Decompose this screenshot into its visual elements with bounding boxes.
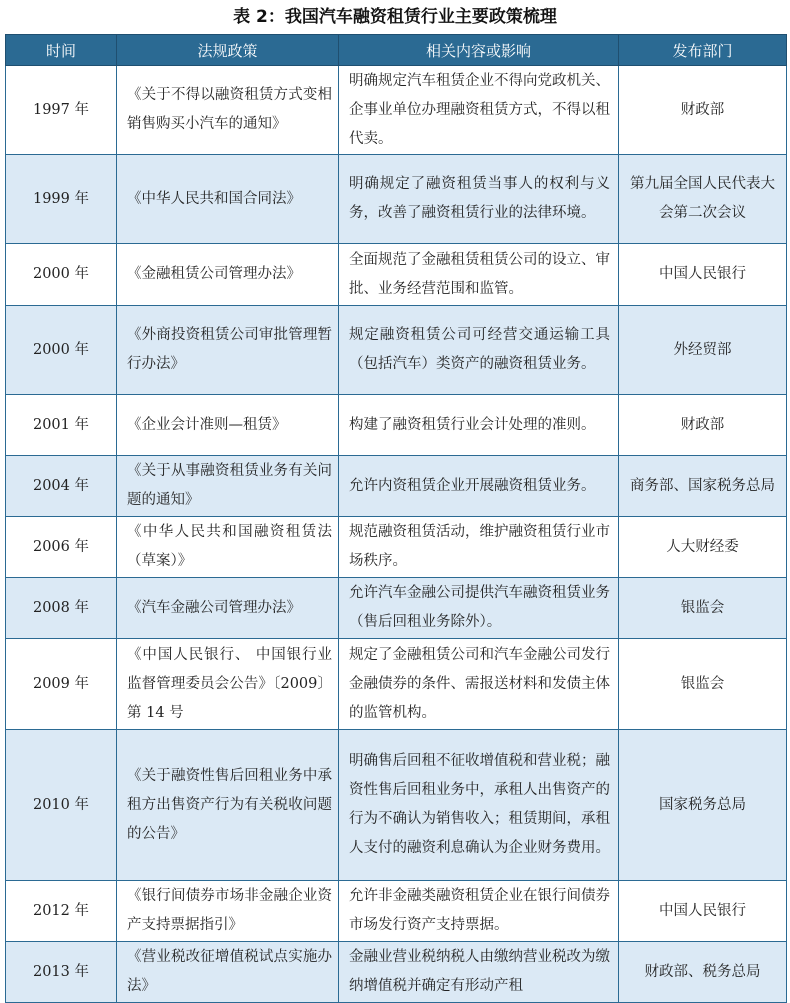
table-row [6,578,787,639]
table-row [6,517,787,578]
table-row [6,244,787,306]
cell-year: 1997 年 [6,66,117,155]
table-row [6,306,787,395]
cell-dept: 商务部、国家税务总局 [619,456,787,517]
header-law: 法规政策 [117,35,339,66]
cell-year: 2012 年 [6,881,117,942]
cell-content: 明确售后回租不征收增值税和营业税；融资性售后回租业务中，承租人出售资产的行为不确认为销售收入；租赁期间，承租人支付的融资利息确认为企业财务费用。 [339,730,619,881]
cell-law: 《中国人民银行、 中国银行业监督管理委员会公告》〔2009〕第 14 号 [117,639,339,730]
cell-dept: 财政部 [619,395,787,456]
cell-dept: 银监会 [619,578,787,639]
cell-content: 全面规范了金融租赁租赁公司的设立、审批、业务经营范围和监管。 [339,244,619,306]
cell-dept: 人大财经委 [619,517,787,578]
table-row [6,942,787,1003]
cell-year: 2009 年 [6,639,117,730]
table-row [6,730,787,881]
cell-content: 允许汽车金融公司提供汽车融资租赁业务（售后回租业务除外）。 [339,578,619,639]
cell-year: 2013 年 [6,942,117,1003]
cell-dept: 财政部 [619,66,787,155]
cell-dept: 第九届全国人民代表大会第二次会议 [619,155,787,244]
cell-law: 《关于不得以融资租赁方式变相销售购买小汽车的通知》 [117,66,339,155]
cell-law: 《关于从事融资租赁业务有关问题的通知》 [117,456,339,517]
cell-dept: 银监会 [619,639,787,730]
cell-content: 允许内资租赁企业开展融资租赁业务。 [339,456,619,517]
cell-content: 构建了融资租赁行业会计处理的准则。 [339,395,619,456]
table-row [6,66,787,155]
cell-year: 2004 年 [6,456,117,517]
cell-content: 明确规定了融资租赁当事人的权利与义务，改善了融资租赁行业的法律环境。 [339,155,619,244]
cell-law: 《营业税改征增值税试点实施办法》 [117,942,339,1003]
cell-dept: 外经贸部 [619,306,787,395]
cell-year: 2000 年 [6,244,117,306]
cell-law: 《外商投资租赁公司审批管理暂行办法》 [117,306,339,395]
table-title: 表 2：我国汽车融资租赁行业主要政策梳理 [233,7,557,27]
table-row [6,155,787,244]
cell-law: 《关于融资性售后回租业务中承租方出售资产行为有关税收问题的公告》 [117,730,339,881]
table-row [6,881,787,942]
policy-table [5,34,787,1003]
cell-content: 允许非金融类融资租赁企业在银行间债券市场发行资产支持票据。 [339,881,619,942]
table-row [6,456,787,517]
cell-year: 2001 年 [6,395,117,456]
table-row [6,395,787,456]
cell-law: 《企业会计准则—租赁》 [117,395,339,456]
cell-content: 规范融资租赁活动，维护融资租赁行业市场秩序。 [339,517,619,578]
header-content: 相关内容或影响 [339,35,619,66]
header-time: 时间 [6,35,117,66]
cell-dept: 中国人民银行 [619,244,787,306]
header-dept: 发布部门 [619,35,787,66]
cell-law: 《中华人民共和国合同法》 [117,155,339,244]
cell-dept: 中国人民银行 [619,881,787,942]
cell-law: 《汽车金融公司管理办法》 [117,578,339,639]
cell-year: 2000 年 [6,306,117,395]
header-row [6,35,787,66]
cell-law: 《金融租赁公司管理办法》 [117,244,339,306]
cell-year: 2006 年 [6,517,117,578]
cell-dept: 国家税务总局 [619,730,787,881]
cell-law: 《银行间债券市场非金融企业资产支持票据指引》 [117,881,339,942]
cell-year: 2008 年 [6,578,117,639]
cell-content: 规定融资租赁公司可经营交通运输工具（包括汽车）类资产的融资租赁业务。 [339,306,619,395]
cell-content: 金融业营业税纳税人由缴纳营业税改为缴纳增值税并确定有形动产租 [339,942,619,1003]
cell-year: 1999 年 [6,155,117,244]
cell-dept: 财政部、税务总局 [619,942,787,1003]
cell-law: 《中华人民共和国融资租赁法（草案）》 [117,517,339,578]
cell-year: 2010 年 [6,730,117,881]
table-row [6,639,787,730]
cell-content: 明确规定汽车租赁企业不得向党政机关、企事业单位办理融资租赁方式，不得以租代卖。 [339,66,619,155]
cell-content: 规定了金融租赁公司和汽车金融公司发行金融债券的条件、需报送材料和发债主体的监管机构。 [339,639,619,730]
